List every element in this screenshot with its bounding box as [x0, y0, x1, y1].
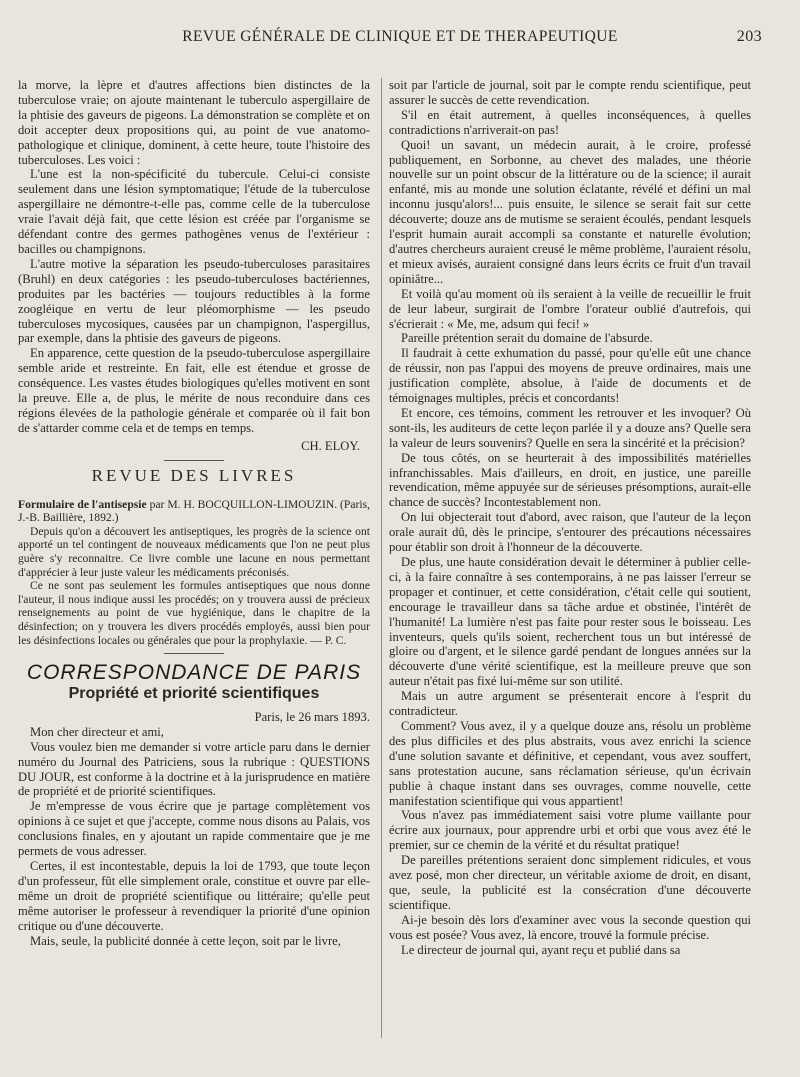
paragraph: Le directeur de journal qui, ayant reçu et publié dans sa — [401, 942, 681, 957]
running-title: REVUE GÉNÉRALE DE CLINIQUE ET DE THERAPEUTIQUE — [182, 28, 618, 45]
paragraph: Comment? Vous avez, il y a quelque douze ans, résolu un problème des plus difficiles et des plus abstraits, vous avez enrichi la science d'une solution savante et définitive, et cependant, vous avez souffert, sans protestation aucune, sans réclamation sérieuse, qu'un écrivain publie à chaque instant dans ses ouvrages, comme nouvelle, cette manifestation scientifique qui vous appartient! — [389, 718, 751, 808]
paragraph: soit par l'article de journal, soit par le compte rendu scientifique, peut assurer le succès de cette revendication. — [389, 78, 751, 107]
paragraph: Mais, seule, la publicité donnée à cette leçon, soit par le livre, — [30, 933, 341, 948]
paragraph: Il faudrait à cette exhumation du passé, pour qu'elle eût une chance de réussir, non pas l'appui des moyens de preuve ordinaires, mais une justification complète, absolue, à l'aide de documents et de témoignages multiples, précis et concordants! — [389, 346, 751, 406]
paragraph: Vous voulez bien me demander si votre article paru dans le dernier numéro du Journal des Patriciens, sous la rubrique : QUESTIONS DU JOUR, est conforme à la doctrine et à la jurisprudence en matière de propriété et de priorité scientifiques. — [18, 739, 370, 799]
book-author: par M. H. BOCQUILLON-LIMOUZIN. — [149, 497, 338, 511]
divider — [164, 460, 224, 461]
paragraph: Vous n'avez pas immédiatement saisi votre plume vaillante pour écrire aux journaux, pour apprendre urbi et orbi que vous avez été le premier, sur ce chemin de la vérité et du résultat pratique! — [389, 808, 751, 853]
paragraph: De plus, une haute considération devait le déterminer à publier celle-ci, à la faire connaître à ses contemporains, à ne pas laisser l'erreur se propager et continuer, et cette considération, c'était celle qui soutient, encourage le travailleur dans sa tâche ardue et obstinée, l'intérêt de l'humanité! La lumière n'est pas faite pour rester sous le boisseau. Les inventeurs, quels qu'ils soient, recherchent tous un but intéressé de gloire ou d'argent, et le silence gardé pendant de longues années sur la découverte d'une vérité scientifique, est la meilleure preuve que son auteur n'était pas fixé lui-même sur son utilité. — [389, 555, 751, 689]
paragraph: Quoi! un savant, un médecin aurait, à le croire, professé publiquement, en Sorbonne, au chevet des malades, une théorie nouvelle sur un point obscur de la littérature ou de la science; il aurait enfanté, mis au monde une solution éclatante, révélé et défini un mal inconnu jusqu'alors!... puis ensuite, le silence se serait fait sur cette découverte; douze ans de mutisme se seraient écoulés, pendant lesquels l'esprit humain aurait accompli sa constante et naturelle évolution; d'autres chercheurs auraient creusé le même problème, l'auraient résolu, et mieux avisés, auraient consigné dans leurs écrits ce fruit d'un travail opiniâtre... — [389, 137, 751, 286]
paragraph: L'une est la non-spécificité du tubercule. Celui-ci consiste seulement dans une lésion symptomatique; l'étude de la tuberculose aspergillaire ne démontre-t-elle pas, comme celle de la tuberculose vraie l'avait déjà fait, que cette lésion est créée par l'organisme se défendant contre des germes pathogènes venus de l'extérieur : bacilles ou champignons. — [18, 167, 370, 256]
author-signature: CH. ELOY. — [301, 438, 360, 453]
paragraph: la morve, la lèpre et d'autres affections bien distinctes de la tuberculose vraie; on ajoute maintenant le tuberculo aspergillaire de la phtisie des gaveurs de pigeons. La démonstration se complète et on doit accepter deux propositions qui, au point de vue anatomo-pathologique et clinique, dominent, à cette heure, toute l'histoire des tuberculoses. Les voici : — [18, 78, 370, 167]
running-header — [0, 28, 800, 54]
article-subtitle: Propriété et priorité scientifiques — [68, 685, 320, 702]
letter-date: Paris, le 26 mars 1893. — [254, 709, 370, 724]
book-publisher: (Paris, J.-B. Baillière, 1892.) — [18, 497, 370, 525]
book-title: Formulaire de l'antisepsie — [18, 497, 147, 511]
correspondance-title: CORRESPONDANCE DE PARIS — [26, 661, 362, 685]
paragraph: Je m'empresse de vous écrire que je partage complètement vos opinions à ce sujet et que j'accepte, comme nous disons au Palais, vos conclusions finales, en y ajoutant un rapide commentaire que je me permets de vous adresser. — [18, 799, 370, 859]
paragraph: S'il en était autrement, à quelles inconséquences, à quelles contradictions n'arriverait-on pas! — [389, 107, 751, 137]
paragraph: Pareille prétention serait du domaine de l'absurde. — [401, 331, 653, 346]
paragraph: Et encore, ces témoins, comment les retrouver et les invoquer? Où sont-ils, les auditeurs de cette leçon parlée il y a douze ans? Quelle sera la valeur de leurs souvenirs? Quelle en sera la sincérité et la précision? — [389, 405, 751, 450]
paragraph: Depuis qu'on a découvert les antiseptiques, les progrès de la science ont apporté un tel contingent de nouveaux médicaments que l'on ne peut plus guère s'y reconnaitre. Ce livre comble une lacune en nous permettant d'apprécier à leur juste valeur les médicaments préconisés. — [18, 524, 370, 579]
paragraph: De pareilles prétentions seraient donc simplement ridicules, et vous avez posé, mon cher directeur, un véritable axiome de droit, en disant, que, seule, la publicité est la consécration d'une découverte scientifique. — [389, 853, 751, 912]
paragraph: Ce ne sont pas seulement les formules antiseptiques que nous donne l'auteur, il nous indique aussi les procédés; on y trouvera aussi de précieux renseignements au point de vue hygiénique, dans le chapitre de la désinfection; on y trouvera les divers procédés employés, aussi bien pour les désinfections locales ou générales que pour la prophylaxie. — P. C. — [18, 579, 370, 647]
paragraph: L'autre motive la séparation les pseudo-tuberculoses parasitaires (Bruhl) en deux catégories : les pseudo-tuberculoses bactériennes, produites par les bactéries — toujours reductibles à la forme zoogléique en vertu de leur pléomorphisme — les pseudo tuberculoses mycosiques, causées par un champignon, l'aspergillus, par exemple, dans la phtisie des gaveurs de pigeons. — [18, 256, 370, 346]
paragraph: De tous côtés, on se heurterait à des impossibilités matérielles infranchissables. Mais d'ailleurs, en droit, en justice, une pareille revendication, même appuyée sur de sérieuses présomptions, aurait-elle chance de succès? Incontestablement non. — [389, 450, 751, 510]
divider — [164, 653, 224, 654]
left-column — [18, 78, 370, 948]
letter-salutation: Mon cher directeur et ami, — [30, 724, 164, 739]
right-column — [389, 78, 751, 957]
page-number: 203 — [736, 28, 762, 45]
paragraph: Ai-je besoin dès lors d'examiner avec vous la seconde question qui vous est posée? Vous avez, là encore, trouvé la formule précise. — [389, 912, 751, 942]
paragraph: Mais un autre argument se présenterait encore à l'esprit du contradicteur. — [389, 689, 751, 719]
paragraph: Et voilà qu'au moment où ils seraient à la veille de recueillir le fruit de leur labeur, surgirait de l'ombre l'orateur oublié d'autrefois, qui s'écrierait : « Me, me, adsum qui feci! » — [389, 286, 751, 331]
column-divider — [381, 78, 382, 1038]
book-citation — [18, 498, 370, 525]
paragraph: On lui objecterait tout d'abord, avec raison, que l'auteur de la leçon orale aurait dû, dès le principe, s'entourer des précautions nécessaires pour établir son droit à l'honneur de la découverte. — [389, 510, 751, 555]
paragraph: En apparence, cette question de la pseudo-tuberculose aspergillaire semble aride et restreinte. En fait, elle est étendue et grosse de conséquence. Les vastes études biologiques qu'elles motivent en sont la preuve. Elle a, de plus, le mérite de nous reconduire dans ces régions élevées de la pathologie générale et comparée où il fait bon de s'attarder comme cela et de temps en temps. — [18, 346, 370, 435]
paragraph: Certes, il est incontestable, depuis la loi de 1793, que toute leçon d'un professeur, fût elle simplement orale, constitue et ouvre par elle-même un droit de propriété scientifique ou littéraire; qu'elle peut même autoriser le professeur à revendiquer la priorité d'une opinion critique ou d'une découverte. — [18, 858, 370, 933]
section-title: REVUE DES LIVRES — [91, 465, 297, 485]
